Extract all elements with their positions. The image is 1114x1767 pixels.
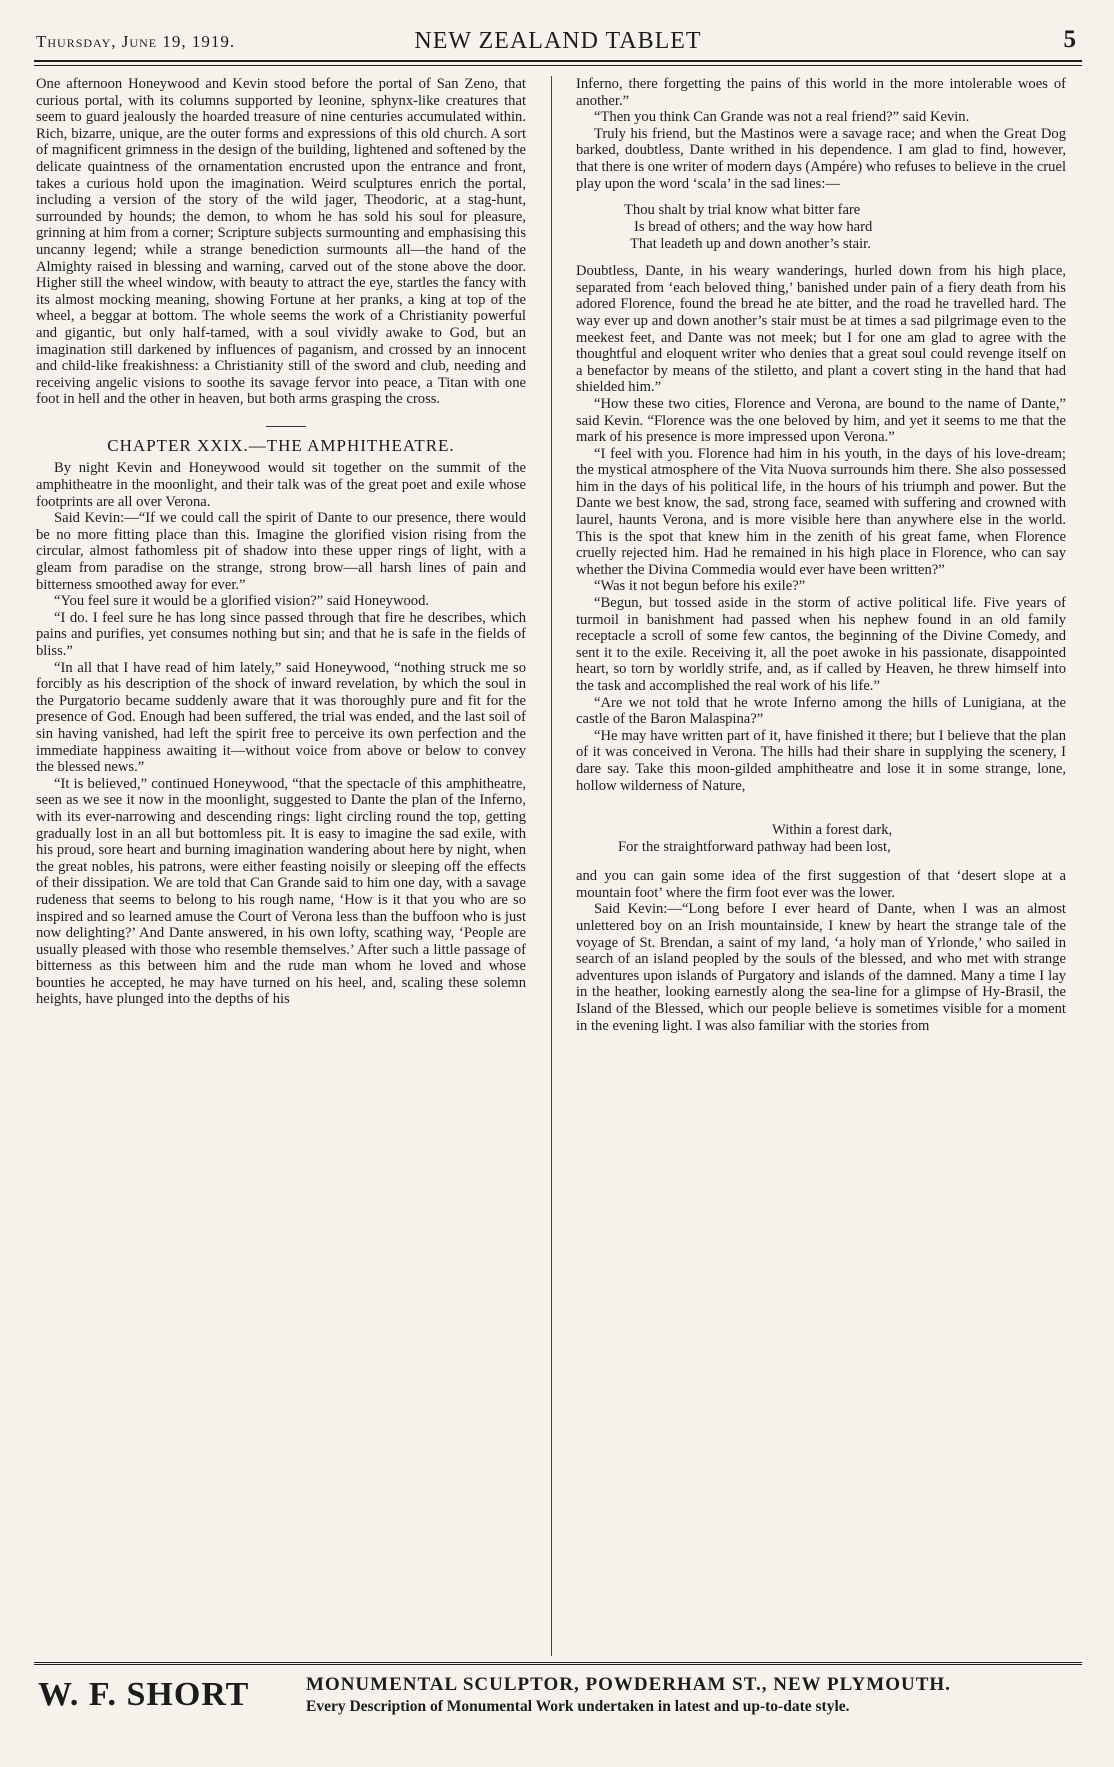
verse-line: Is bread of others; and the way how hard bbox=[634, 219, 873, 236]
paragraph: “Then you think Can Grande was not a real friend?” said Kevin. bbox=[594, 109, 970, 126]
paragraph: By night Kevin and Honeywood would sit together on the summit of the amphitheatre in the moonlight, and their talk was of the great poet and exile whose footprints are all over Verona. bbox=[36, 460, 526, 510]
paragraph: “Are we not told that he wrote Inferno among the hills of Lunigiana, at the castle of the Baron Malaspina?” bbox=[576, 694, 1066, 728]
verse-quote bbox=[576, 822, 1066, 856]
verse-line: For the straightforward pathway had been lost, bbox=[618, 839, 891, 856]
issue-date: Thursday, June 19, 1919. bbox=[36, 32, 236, 51]
advertisement-rule bbox=[34, 1662, 1082, 1665]
right-column bbox=[576, 76, 1066, 1034]
left-column bbox=[36, 76, 526, 1008]
masthead-rule bbox=[34, 65, 1082, 66]
advertiser-name: W. F. SHORT bbox=[38, 1676, 250, 1713]
paragraph: “I do. I feel sure he has long since passed through that fire he describes, which pains and purifies, yet consumes nothing but sin; and that he is safe in the fields of bliss.” bbox=[36, 609, 526, 659]
paragraph: “I feel with you. Florence had him in his youth, in the days of his love-dream; the mystical atmosphere of the Vita Nuova surrounds him there. She also possessed him in the days of his political life, in the hours of his triumph and power. But the Dante we best know, the sad, strong face, seamed with suffering and crowned with laurel, haunts Verona, and is more visible here than anywhere else in the world. This is the spot that knew him in the zenith of his great fame, when Florence cruelly rejected him. Had he remained in his high place in Florence, who can say whether the Divina Commedia would ever have been written?” bbox=[576, 445, 1066, 578]
paragraph: Said Kevin:—“If we could call the spirit of Dante to our presence, there would be no more fitting place than this. Imagine the glorified vision rising from the circular, almost fathomless pit of shadow into these upper rings of light, with a gleam from paradise on the strange, strong brow—all harsh lines of pain and bitterness smoothed away for ever.” bbox=[36, 510, 526, 593]
newspaper-title: NEW ZEALAND TABLET bbox=[414, 28, 702, 54]
paragraph: Inferno, there forgetting the pains of this world in the more intolerable woes of another.” bbox=[576, 76, 1066, 109]
paragraph: Truly his friend, but the Mastinos were a savage race; and when the Great Dog barked, doubtless, Dante writhed in his dependence. I am glad to find, however, that there is one writer of modern days (Ampére) who refuses to believe in the cruel play upon the word ‘scala’ in the sad lines:— bbox=[576, 125, 1066, 192]
paragraph: “Begun, but tossed aside in the storm of active political life. Five years of turmoil in banishment had passed when his nephew found in an old family receptacle a scroll of some few cantos, the beginning of the Divine Comedy, and sent it to the exile. Receiving it, all the poet awoke in his passionate, disappointed heart, so torn by worldly strife, and, as if called by Heaven, he threw himself into the task and accomplished the real work of his life.” bbox=[576, 595, 1066, 694]
paragraph: “You feel sure it would be a glorified vision?” said Honeywood. bbox=[54, 593, 430, 610]
page-number: 5 bbox=[1063, 26, 1076, 53]
verse-quote bbox=[576, 202, 1066, 253]
masthead bbox=[34, 20, 1082, 62]
verse-line: Within a forest dark, bbox=[772, 822, 893, 839]
advertisement-line-1: MONUMENTAL SCULPTOR, POWDERHAM ST., NEW PLYMOUTH. bbox=[306, 1674, 951, 1695]
verse-line: Thou shalt by trial know what bitter fare bbox=[624, 202, 861, 219]
paragraph: Doubtless, Dante, in his weary wanderings, hurled down from his high place, separated from ‘each beloved thing,’ banished under pain of a fiery death from his adored Florence, found the bread he ate bitter, and the road he travelled hard. The way ever up and down another’s stair must be at times a sad pilgrimage even to the meekest feet, and Dante was not meek; but I for one am glad to agree with the thoughtful and eloquent writer who denies that a great soul could revenge itself on a benefactor by means of the stiletto, and plant a covert sting in the hand that had shielded him.” bbox=[576, 263, 1066, 396]
verse-line: That leadeth up and down another’s stair. bbox=[630, 236, 871, 253]
paragraph: “He may have written part of it, have finished it there; but I believe that the plan of it was conceived in Verona. The hills had their share in supplying the scenery, I dare say. Take this moon-gilded amphitheatre and lose it in some strange, lone, hollow wilderness of Nature, bbox=[576, 727, 1066, 794]
paragraph: “In all that I have read of him lately,” said Honeywood, “nothing struck me so forcibly as his description of the shock of inward revelation, by which the soul in the Purgatorio became suddenly aware that it was thoroughly pure and fit for the presence of God. Enough had been suffered, the trial was ended, and the last soil of sin having vanished, had left the spirit free to perceive its own perfection and the immediate happiness awaiting it—without voice from above or below to convey the blessed news.” bbox=[36, 659, 526, 776]
article-columns bbox=[34, 76, 1082, 1656]
paragraph: “How these two cities, Florence and Verona, are bound to the name of Dante,” said Kevin. “Florence was the one beloved by him, and yet it seems to me that the mark of his presence is more impressed upon Verona.” bbox=[576, 395, 1066, 446]
paragraph: Said Kevin:—“Long before I ever heard of Dante, when I was an almost unlettered boy on an Irish mountainside, I knew by heart the strange tale of the voyage of St. Brendan, a saint of my land, ‘a holy man of Yrlonde,’ who sailed in search of an island peopled by the souls of the blessed, and who met with strange adventures upon islands of Purgatory and islands of the damned. Many a time I lay in the heather, looking earnestly along the sea-line for a glimpse of Hy-Brasil, the Island of the Blessed, which our people believe is sometimes visible for a moment in the evening light. I was also familiar with the stories from bbox=[576, 901, 1066, 1034]
advertisement bbox=[34, 1662, 1082, 1732]
paragraph: “It is believed,” continued Honeywood, “that the spectacle of this amphitheatre, seen as we see it now in the moonlight, suggested to Dante the plan of the Inferno, with its ever-narrowing and descending rings: light circling round the top, getting gradually lost in an all but bottomless pit. It is easy to imagine the sad exile, with his proud, sore heart and burning imagination wandering about here by night, when the great nobles, his patrons, were either feasting noisily or sleeping off the effects of their dissipation. We are told that Can Grande said to him one day, with a savage rudeness that seems to belong to his rough name, ‘How is it that you who are so inspired and so learned amuse the Court of Verona less than the buffoon who is just now delighting?’ And Dante answered, in his own lofty, scathing way, ‘People are usually pleased with those who resemble themselves.’ After such a little passage of bitterness as this between him and the rude man whom he loved and whose bounties he accepted, he may have turned on his heel, and, scaling these solemn heights, have plunged into the depths of his bbox=[36, 775, 526, 1008]
chapter-heading: CHAPTER XXIX.—THE AMPHITHEATRE. bbox=[36, 438, 526, 455]
paragraph: “Was it not begun before his exile?” bbox=[594, 578, 806, 595]
newspaper-page bbox=[34, 20, 1082, 1750]
paragraph: One afternoon Honeywood and Kevin stood before the portal of San Zeno, that curious portal, with its columns supported by leonine, sphynx-like creatures that seem to guard jealously the hoarded treasure of nine centuries accumulated within. Rich, bizarre, unique, are the outer forms and expressions of this old church. A sort of magnificent grimness in the design of the building, lightened and softened by the delicate quaintness of the ornamentation encrusted upon the entrance and front, takes a curious hold upon the imagination. Weird sculptures enrich the portal, including a version of the story of the wild jager, Theodoric, at a stag-hunt, surrounded by hounds; the demon, to whom he has sold his soul for pleasure, grinning at him from a corner; Scripture subjects surmounting and emphasising this uncanny legend; while a strange benediction surmounts all—the hand of the Almighty raised in blessing and warning, carved out of the stone above the door. Higher still the wheel window, with beauty to attract the eye, startles the fancy with its almost mocking meaning, showing Fortune at her pranks, a king at top of the wheel, a beggar at bottom. The whole seems the work of a Christianity powerful and gigantic, but only half-tamed, with a soul vividly awake to God, but an imagination still darkened by influences of paganism, and crossed by an innocent and child-like freakishness: a Christianity still of the sword and club, needing and receiving angelic visions to soothe its savage fervor into peace, a Titan with one foot in hell and the other in heaven, but both arms grasping the cross. bbox=[36, 76, 526, 408]
column-divider bbox=[551, 76, 552, 1656]
paragraph: and you can gain some idea of the first suggestion of that ‘desert slope at a mountain foot’ where the firm foot ever was the lower. bbox=[576, 868, 1066, 901]
advertisement-line-2: Every Description of Monumental Work undertaken in latest and up-to-date style. bbox=[306, 1698, 850, 1715]
